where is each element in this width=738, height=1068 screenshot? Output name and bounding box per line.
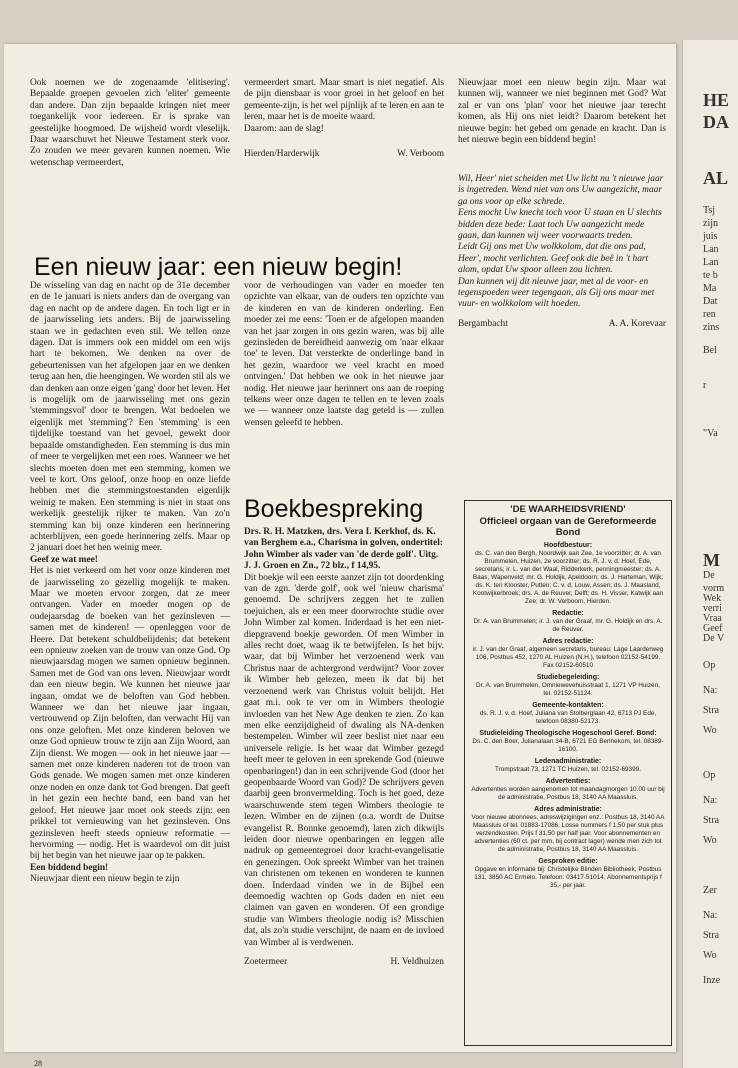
adjacent-page-fragment: Dat	[703, 296, 718, 307]
article-paragraph-2: Het is niet verkeerd om het voor onze kinderen met de jaarwisseling zo gezellig mogelijk te maken. Maar we moeten ervoor zorgen, dat ze meer ontvangen. Vader en moeder mogen op de oudejaarsdag de boeken van het gezinsleven — samen met de kinderen! — openleggen voor de Heere. Dat betekent schuldbelijdenis; dat betekent een opnieuw zoeken van de trouw van onze God. Op nieuwjaarsdag mogen we samen opnieuw beginnen. Samen met de God van ons leven. Nieuwjaar wordt dan een nieuw begin. We kunnen het nieuwe jaar ingaan, omdat we de beloften van God hebben. Wanneer we dan het nieuwe jaar ingaan, vertrouwend op Zijn beloften, dan verwacht Hij van ons onze geloften. Met onze kinderen beloven we onze God opnieuw trouw te zijn aan Zijn Woord, aan Zijn dienst. We mogen — ook in het nieuwe jaar — samen met onze kinderen naderen tot de troon van Gods genade. We mogen samen met onze kinderen onze noden en onze dank tot God brengen. Dat geeft in het gezin een hechte band, een band van het geloof. Het nieuwe jaar moet ook steeds zijn: een prikkel tot vernieuwing van het gezinsleven. Ons gezinsleven heeft steeds opnieuw reformatie — hervorming — nodig. Het is waardevol om dit juist bij het begin van het nieuwe jaar op te pakken.	[30, 566, 230, 862]
colophon-text: Trompstraat 73, 1271 TC Huizen, tel. 02152-69399.	[494, 766, 641, 773]
colophon-heading: Redactie:	[552, 610, 584, 617]
adjacent-page-fragment: Bel	[703, 345, 717, 356]
poem-stanza-2: Eens mocht Uw knecht toch voor U staan en U slechts bidden deze bede: Laat toch Uw aangezicht mede gaan, dan kunnen wij weer voorwaarts treden.	[458, 208, 662, 242]
colophon-box	[464, 500, 672, 1046]
colophon-heading: Advertenties:	[545, 778, 591, 785]
adjacent-page-fragment: AL	[703, 168, 729, 188]
adjacent-page-fragment: DA	[703, 112, 729, 132]
adjacent-page-fragment: vorm	[703, 583, 725, 594]
top-signature-author: W. Verboom	[397, 149, 444, 160]
colophon-text: Dr. A. van Brummelen, Omniewevehuisstraat 1, 1271 VP Huizen, tel. 02152-51124.	[476, 682, 660, 697]
adjacent-page-fragment: M	[703, 550, 720, 570]
top-column-2-text: vermeerdert smart. Maar smart is niet negatief. Als de pijn diensbaar is voor groei in het geloof en het gemeente-zijn, is het wel pijnlijk af te leren en aan te leren, maar het is de moeite waard.	[244, 78, 444, 123]
adjacent-page-fragment: Na:	[703, 685, 718, 696]
adjacent-page	[682, 40, 738, 1068]
colophon-text: Dr. A. van Brummelen; ir. J. van der Graaf, mr. G. Holdijk en drs. A. de Reuver.	[473, 618, 663, 633]
colophon-text: ir. J. van der Graaf, algemeen secretaris, bureau: Lage Laarderweg 106, Postbus 452, 1270 AL Huizen (N.H.), telefoon 02152-54199. Fax 02152-60510	[472, 646, 664, 669]
poem-stanza-4: Dan kunnen wij dit nieuwe jaar, met al de voor- en tegenspoeden weer tegengaan, als Gij ons maar met vuur- en wolkkolom wilt hoeden.	[458, 276, 655, 310]
adjacent-page-fragment: Inze	[703, 975, 721, 986]
adjacent-page-fragment: Vraa	[703, 613, 722, 624]
adjacent-page-fragment: HE	[703, 90, 730, 110]
top-column-2-closing: Daarom: aan de slag!	[244, 123, 324, 134]
colophon-text: ds. R. J. v. d. Hoef, Juliana van Stolberglaan 42, 6713 PJ Ede, telefoon 08380-52173.	[479, 710, 657, 725]
adjacent-page-fragment: Na:	[703, 795, 718, 806]
colophon-text: Opgave en informatie bij: Christelijke Blinden Bibliotheek, Postbus 131, 3850 AC Ermelo. Telefoon: 03417-51014. Abonnementsprijs f 35,- per jaar.	[474, 866, 662, 889]
book-reference: Drs. R. H. Matzken, drs. Vera I. Kerkhof, ds. K. van Berghem e.a., Charisma in golven, ondertitel: John Wimber als vader van 'de derde golf'. Uitg. J. J. Groen en Zn., 72 blz., f 14,95.	[244, 527, 443, 572]
adjacent-page-fragment: Stra	[703, 815, 720, 826]
top-signature-place: Hierden/Harderwijk	[244, 149, 320, 160]
adjacent-page-fragment: Wo	[703, 950, 717, 961]
top-column-3	[458, 78, 666, 146]
review-signature-author: H. Veldhuizen	[390, 957, 444, 968]
top-column-2	[244, 78, 444, 160]
adjacent-page-fragment: zijn	[703, 218, 718, 229]
article-signature-author: A. A. Korevaar	[608, 318, 666, 329]
adjacent-page-fragment: Lan	[703, 244, 719, 255]
colophon-heading: Adres administratie:	[534, 806, 602, 813]
review-signature-place: Zoetermeer	[244, 957, 288, 968]
adjacent-page-fragment: Op	[703, 770, 716, 781]
colophon-subtitle: Officieel orgaan van de Gereformeerde Bond	[479, 516, 657, 538]
colophon-heading: Gesproken editie:	[538, 858, 598, 865]
adjacent-page-fragment: Op	[703, 660, 716, 671]
article-paragraph-3: Nieuwjaar dient een nieuw begin te zijn	[30, 874, 180, 885]
colophon-text: Ds. C. den Boer, Julianalaan 34-B, 6721 EG Bennekom, tel. 08389-16100.	[472, 738, 664, 753]
colophon-sections	[471, 542, 665, 890]
adjacent-page-fragment: Lan	[703, 257, 719, 268]
adjacent-page-fragment: juis	[703, 231, 718, 242]
magazine-page	[4, 44, 676, 1068]
top-column-1-text: Ook noemen we de zogenaamde 'elitisering'. Bepaalde groepen gevoelen zich 'eliter' gemeente dan andere. Dan zijn bepaalde kringen niet meer toegankelijk voor iedereen. Er is sprake van geestelijke hoogmoed. De wijsheid wordt vleselijk. Daar waarschuwt het Nieuwe Testament sterk voor. Zo zouden we meer gevaren kunnen noemen. Wie wetenschap vermeerdert,	[30, 78, 230, 168]
adjacent-page-fragment: De	[703, 570, 715, 581]
colophon-heading: Studiebegeleiding:	[536, 674, 600, 681]
adjacent-page-fragment: Ma	[703, 283, 717, 294]
book-review-text: Dit boekje wil een eerste aanzet zijn tot doordenking van de zgn. 'derde golf', ook wel 'nieuw charisma' genoemd. De schrijvers zeggen het te zullen toejuichen, als er een meer doorwrochte studie over John Wimber zal komen. Inderdaad is het een niet-diepgravend boekje geworden. Of men Wimber in alles recht doet, waag ik te betwijfelen. Is het bijv. waar, dat bij Wimber het verzoenend werk van Christus naar de achtergrond verdwijnt? Voor zover ik Wimber heb gelezen, meen ik dat bij het verzoenend werk van Christus voluit belijdt. Het gaat m.i. ook te ver om in Wimbers theologie invloeden van het New Age denken te zien. Zo kan men elke eenzijdigheid of dwaling als NA-denken bestempelen. Wimber wil zeer beslist niet naar een universele religie. Is het waar dat Wimber gezegd heeft meer te geloven in een sprekende God (nieuwe openbaringen!) dan in een schrijvende God (door het geopenbaarde Woord van God)? De schrijvers geven daarbij geen bronvermelding. Toch is het goed, deze waarschuwende stem tegen Wimbers theologie te lezen. Wimber en de zijnen (o.a. wordt de Duitse evangelist R. Bonnke genoemd), laten zich dikwijls leiden door nieuwe openbaringen en leggen alle nadruk op gemeentegroei door kracht-evangelisatie en genezingen. Ook spreekt Wimber van het trainen van christenen om tekenen en wonderen te kunnen doen. Inderdaad vinden we in de Bijbel een deemoedig wachten op Gods daden en niet een claimen van gaven en wonderen. Of een grondige studie van Wimbers theologie nodig is? Misschien dat, als zo'n studie verschijnt, de naam en de invloed van Wimber al is verdwenen.	[244, 572, 444, 948]
article-subheading-1: Geef ze wat mee!	[30, 554, 98, 565]
article-subheading-2: Een biddend begin!	[30, 862, 109, 873]
top-signature	[244, 149, 444, 160]
adjacent-page-fragment: te b	[703, 270, 718, 281]
adjacent-page-fragment: "Va	[703, 428, 718, 439]
adjacent-page-fragment: Tsj	[703, 205, 716, 216]
adjacent-page-fragment: De V	[703, 633, 725, 644]
adjacent-page-fragment: Na:	[703, 910, 718, 921]
article-paragraph-4: voor de verhoudingen van vader en moeder ten opzichte van elkaar, van de ouders ten opzichte van de kinderen en van de kinderen onderling. Een moeder zei me eens: 'Toen er de afgelopen maanden van het jaar zorgen in ons gezin waren, was bij alle gezinsleden de bereidheid aanwezig om 'naar elkaar toe' te leven. Dat versterkte de onderlinge band in het gezin, waardoor we veel kracht en moed ontvingen.' Dat hebben we ook in het nieuwe jaar nodig. Het nieuwe jaar herinnert ons aan de roeping telkens weer onze dagen te tellen en te leven zoals we — wanneer onze laatste dag geteld is — zullen wensen geleefd te hebben.	[244, 281, 444, 428]
adjacent-page-fragment: Zer	[703, 885, 717, 896]
article-column-1	[30, 281, 230, 886]
adjacent-page-fragment: r	[703, 380, 707, 391]
book-review	[244, 496, 444, 968]
colophon-heading: Studieleiding Theologische Hogeschool Geref. Bond:	[479, 730, 657, 737]
book-review-title: Boekbespreking	[244, 495, 424, 523]
colophon-text: Voor nieuwe abonnees, adreswijzigingen enz.: Postbus 18, 3140 AA Maassluis of tel. 01883-17086. Losse nummers f 1,50 per stuk plus verzendkosten. Prijs f 31,50 per half jaar. Voor abonnementen en advertenties (60 ct. per mm, bij contract lager) wende men zich tot de administratie, Postbus 18, 3140 AA Maassluis.	[471, 814, 665, 853]
article-column-2	[244, 281, 444, 429]
poem-stanza-3: Leidt Gij ons met Uw wolkkolom, dat die ons pad, Heer', mocht verlichten. Geef ook die beê in 't hart alom, opdat Uw spoor alleen zou lichten.	[458, 242, 649, 276]
colophon-heading: Adres redactie:	[542, 638, 594, 645]
poem-stanza-1: Wil, Heer' niet scheiden met Uw licht nu 't nieuwe jaar is ingetreden. Wend niet van ons Uw aangezicht, maar ga ons voor op elke schrede.	[458, 174, 664, 207]
colophon-heading: Gemeente-kontakten:	[532, 702, 604, 709]
colophon-heading: Ledenadministratie:	[534, 758, 602, 765]
article-signature	[458, 319, 666, 330]
colophon-name: 'DE WAARHEIDSVRIEND'	[510, 504, 626, 515]
review-signature	[244, 957, 444, 968]
top-column-1	[30, 78, 230, 169]
adjacent-page-fragment: zins	[703, 322, 720, 333]
adjacent-page-fragment: verri	[703, 603, 722, 614]
article-column-3	[458, 174, 666, 330]
adjacent-page-fragment: Stra	[703, 930, 720, 941]
adjacent-page-fragment: Wo	[703, 725, 717, 736]
article-headline: Een nieuw jaar: een nieuw begin!	[34, 253, 403, 281]
colophon-text: Advertenties worden aangenomen tot maandagmorgen 10.00 uur bij de administratie, Postbus 18, 3140 AA Maassluis.	[471, 786, 665, 801]
colophon-text: ds. C. van den Bergh, Noordwijk aan Zee, 1e voorzitter; dr. A. van Brummelen, Huizen, 2e voorzitter; ds. R. J. v. d. Hoef, Ede, secretaris; ir. L. van der Waal, Ridderkerk, penningmeester; ds. A. Baas, Wapenveld; mr. G. Holdijk, Apeldoorn; ds. J. Harteman, Wijk; ds. K. ten Klooster, Putten; C. v. d. Louw, Assen; ds. J. Maasland, Kootwijkerbroek; drs. A. de Reuver, Delft; ds. H. Visser, Katwijk aan Zee; dr. W. Verboom, Hierden.	[472, 550, 664, 605]
top-column-3-text: Nieuwjaar moet een nieuw begin zijn. Maar wat kunnen wij, wanneer we niet beginnen met God? Wat zal er van ons 'plan' voor het nieuwe jaar terecht komen, als Hij ons niet leidt? Daarom betekent het nieuwe begin: het gebed om genade en kracht. Dan is het nieuwe begin een biddend begin!	[458, 78, 666, 146]
article-paragraph-1: De wisseling van dag en nacht op de 31e december en de 1e januari is niets anders dan de overgang van dag en nacht op de andere dagen. En toch ligt er in de jaarwisseling iets anders. Bij de jaarwisseling staan we in gedachten even stil. We tellen onze dagen. Dat is immers ook een middel om een wijs hart te bekomen. We denken na over de gebeurtenissen van het afgelopen jaar en we denken terug aan hen, die heengingen. We worden stil als we dan denken aan onze eigen 'gang' door het leven. Het is mogelijk om de jaarwisseling met ons gezin 'stemmingsvol' door te brengen. Wat bedoelen we eigenlijk met 'stemming'? Een 'stemming' is een tijdelijke toestand van het gevoel, gewekt door bepaalde omstandigheden. Een stemming is dus min of meer te vergelijken met een roes. Wanneer we het slechts moeten doen met een stemming, komen we veel te kort. Ons geloof, onze hoop en onze liefde hebben met die stemmingstoestanden eigenlijk weinig te maken. Een stemming is niet in staat ons werkelijk geestelijk rijker te maken. Van zo'n stemming kan bij onze kinderen een herinnering achterblijven, een goede herinnering zelfs. Maar op 2 januari doet het hen weinig meer.	[30, 281, 230, 554]
article-signature-place: Bergambacht	[458, 318, 508, 329]
adjacent-page-fragment: Wo	[703, 835, 717, 846]
adjacent-page-fragment: Geef	[703, 623, 723, 634]
colophon-heading: Hoofdbestuur:	[543, 542, 593, 549]
page-number: 28	[34, 1059, 42, 1068]
adjacent-page-fragment: ren	[703, 309, 716, 320]
adjacent-page-fragment: Stra	[703, 705, 720, 716]
adjacent-page-fragment: Wek	[703, 593, 722, 604]
